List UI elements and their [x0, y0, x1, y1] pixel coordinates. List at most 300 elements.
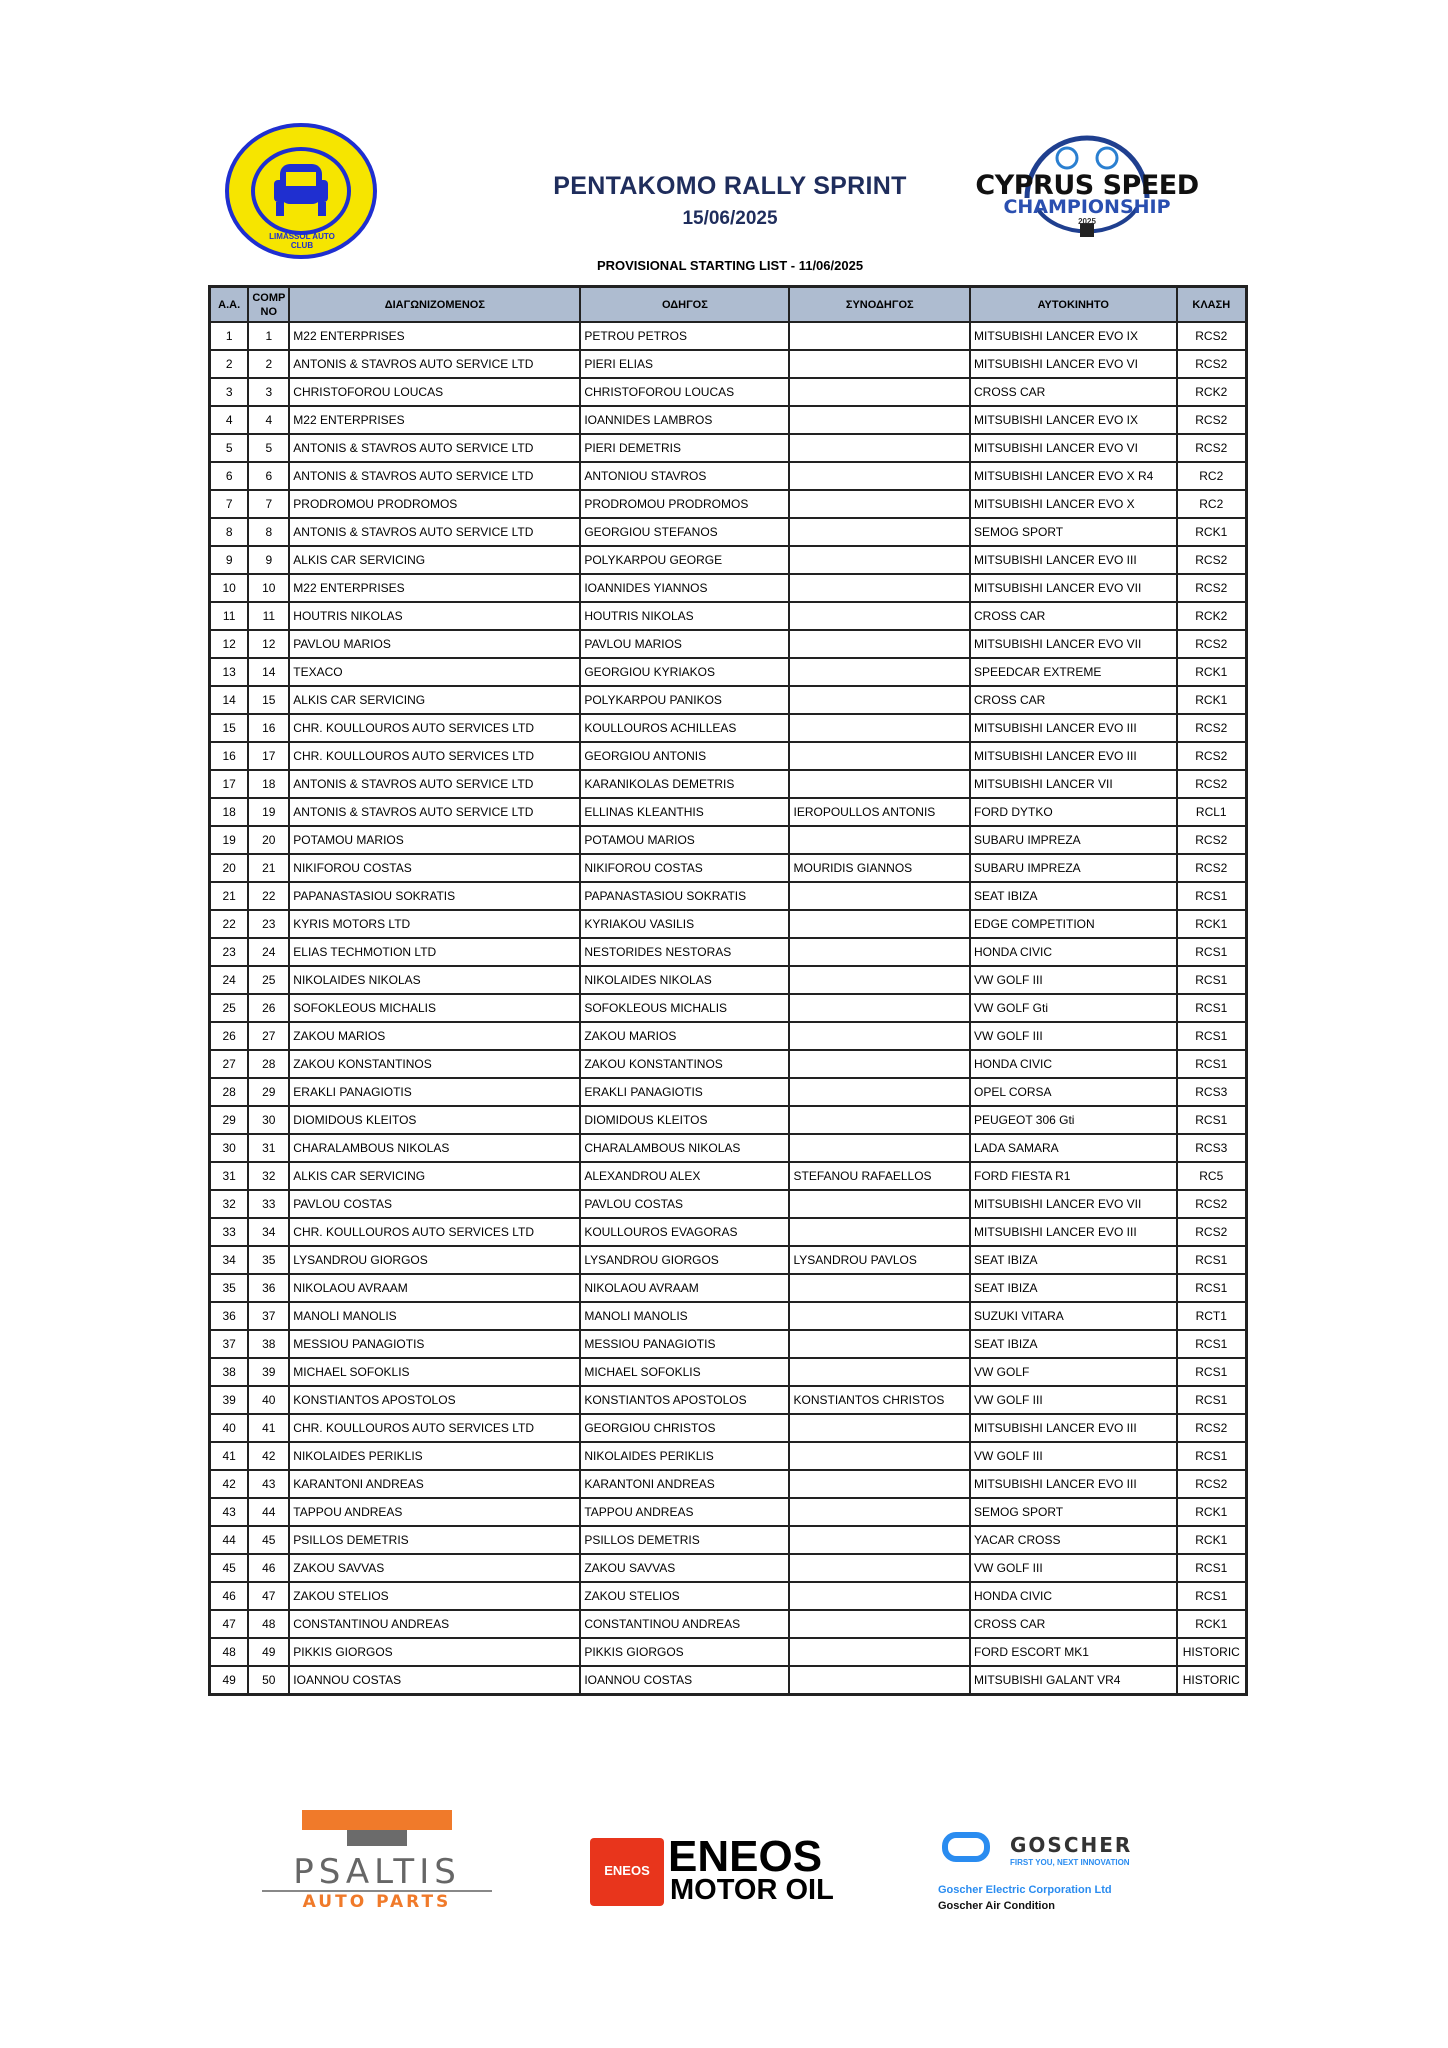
- cell-entrant: KARANTONI ANDREAS: [289, 1470, 580, 1498]
- cell-driver: CHRISTOFOROU LOUCAS: [580, 378, 789, 406]
- cell-driver: IOANNIDES YIANNOS: [580, 574, 789, 602]
- cell-entrant: ELIAS TECHMOTION LTD: [289, 938, 580, 966]
- list-subtitle: PROVISIONAL STARTING LIST - 11/06/2025: [596, 258, 864, 273]
- cell-car: SPEEDCAR EXTREME: [970, 658, 1177, 686]
- table-row: [210, 1554, 1247, 1582]
- table-row: [210, 742, 1247, 770]
- cell-car: SUZUKI VITARA: [970, 1302, 1177, 1330]
- cell-car: LADA SAMARA: [970, 1134, 1177, 1162]
- cell-codriver: [789, 1638, 970, 1666]
- cell-class: RCT1: [1177, 1302, 1247, 1330]
- cell-car: FORD ESCORT MK1: [970, 1638, 1177, 1666]
- cell-codriver: [789, 630, 970, 658]
- cell-class: RC2: [1177, 490, 1247, 518]
- cell-entrant: CHR. KOULLOUROS AUTO SERVICES LTD: [289, 742, 580, 770]
- cell-entrant: M22 ENTERPRISES: [289, 574, 580, 602]
- cell-aa: 31: [210, 1162, 249, 1190]
- cell-entrant: MESSIOU PANAGIOTIS: [289, 1330, 580, 1358]
- cell-comp-no: 9: [248, 546, 289, 574]
- table-row: [210, 462, 1247, 490]
- cell-entrant: MANOLI MANOLIS: [289, 1302, 580, 1330]
- table-row: [210, 546, 1247, 574]
- cell-aa: 18: [210, 798, 249, 826]
- cell-driver: KOULLOUROS EVAGORAS: [580, 1218, 789, 1246]
- cell-entrant: SOFOKLEOUS MICHALIS: [289, 994, 580, 1022]
- cell-aa: 39: [210, 1386, 249, 1414]
- eneos-motor-oil-logo: [590, 1832, 880, 1906]
- cell-class: RCS2: [1177, 854, 1247, 882]
- cell-entrant: CHR. KOULLOUROS AUTO SERVICES LTD: [289, 1218, 580, 1246]
- cell-car: SEAT IBIZA: [970, 1330, 1177, 1358]
- cell-driver: SOFOKLEOUS MICHALIS: [580, 994, 789, 1022]
- cell-class: RCS2: [1177, 770, 1247, 798]
- cell-aa: 7: [210, 490, 249, 518]
- cell-car: HONDA CIVIC: [970, 938, 1177, 966]
- cell-codriver: [789, 1526, 970, 1554]
- cell-aa: 30: [210, 1134, 249, 1162]
- cell-driver: IOANNIDES LAMBROS: [580, 406, 789, 434]
- cell-aa: 12: [210, 630, 249, 658]
- cell-driver: LYSANDROU GIORGOS: [580, 1246, 789, 1274]
- cell-driver: ZAKOU STELIOS: [580, 1582, 789, 1610]
- cell-aa: 15: [210, 714, 249, 742]
- cell-codriver: [789, 1274, 970, 1302]
- cell-codriver: [789, 714, 970, 742]
- cell-comp-no: 12: [248, 630, 289, 658]
- cell-entrant: CHRISTOFOROU LOUCAS: [289, 378, 580, 406]
- cell-codriver: [789, 1106, 970, 1134]
- cell-car: MITSUBISHI LANCER EVO III: [970, 546, 1177, 574]
- table-row: [210, 322, 1247, 350]
- cell-car: MITSUBISHI LANCER VII: [970, 770, 1177, 798]
- cell-car: CROSS CAR: [970, 602, 1177, 630]
- cell-car: CROSS CAR: [970, 378, 1177, 406]
- cell-codriver: [789, 1498, 970, 1526]
- cell-car: MITSUBISHI LANCER EVO III: [970, 1414, 1177, 1442]
- cell-entrant: ZAKOU MARIOS: [289, 1022, 580, 1050]
- cell-class: RCS1: [1177, 1022, 1247, 1050]
- cell-comp-no: 17: [248, 742, 289, 770]
- cell-codriver: [789, 546, 970, 574]
- cell-entrant: CHR. KOULLOUROS AUTO SERVICES LTD: [289, 714, 580, 742]
- cell-driver: PAPANASTASIOU SOKRATIS: [580, 882, 789, 910]
- cell-car: MITSUBISHI GALANT VR4: [970, 1666, 1177, 1695]
- cell-driver: NIKOLAOU AVRAAM: [580, 1274, 789, 1302]
- cell-driver: ALEXANDROU ALEX: [580, 1162, 789, 1190]
- cell-driver: KONSTIANTOS APOSTOLOS: [580, 1386, 789, 1414]
- cell-aa: 13: [210, 658, 249, 686]
- cell-comp-no: 24: [248, 938, 289, 966]
- cell-class: RCK1: [1177, 1610, 1247, 1638]
- cell-comp-no: 19: [248, 798, 289, 826]
- cell-class: RCS2: [1177, 546, 1247, 574]
- cell-aa: 43: [210, 1498, 249, 1526]
- goscher-company: Goscher Electric Corporation Ltd: [938, 1884, 1112, 1896]
- cell-aa: 14: [210, 686, 249, 714]
- cell-entrant: NIKOLAIDES NIKOLAS: [289, 966, 580, 994]
- cell-entrant: M22 ENTERPRISES: [289, 322, 580, 350]
- cell-aa: 48: [210, 1638, 249, 1666]
- cell-class: RCS2: [1177, 574, 1247, 602]
- cell-class: RCS1: [1177, 1554, 1247, 1582]
- cell-driver: NIKIFOROU COSTAS: [580, 854, 789, 882]
- table-row: [210, 882, 1247, 910]
- cell-driver: PETROU PETROS: [580, 322, 789, 350]
- cell-driver: ZAKOU MARIOS: [580, 1022, 789, 1050]
- cell-entrant: HOUTRIS NIKOLAS: [289, 602, 580, 630]
- event-title: PENTAKOMO RALLY SPRINT: [553, 172, 907, 200]
- cyprus-speed-championship-logo: [952, 128, 1222, 246]
- cell-codriver: [789, 1442, 970, 1470]
- cell-driver: PAVLOU COSTAS: [580, 1190, 789, 1218]
- table-row: [210, 1050, 1247, 1078]
- table-row: [210, 1638, 1247, 1666]
- cell-driver: GEORGIOU STEFANOS: [580, 518, 789, 546]
- cell-class: RC5: [1177, 1162, 1247, 1190]
- cell-driver: PIKKIS GIORGOS: [580, 1638, 789, 1666]
- cell-driver: KARANIKOLAS DEMETRIS: [580, 770, 789, 798]
- table-row: [210, 1218, 1247, 1246]
- cell-class: RCK1: [1177, 1526, 1247, 1554]
- cell-class: RCK1: [1177, 686, 1247, 714]
- table-row: [210, 574, 1247, 602]
- cell-driver: POLYKARPOU PANIKOS: [580, 686, 789, 714]
- cell-class: RCS3: [1177, 1078, 1247, 1106]
- cell-entrant: ANTONIS & STAVROS AUTO SERVICE LTD: [289, 798, 580, 826]
- cell-car: VW GOLF III: [970, 1022, 1177, 1050]
- cell-codriver: KONSTIANTOS CHRISTOS: [789, 1386, 970, 1414]
- cell-comp-no: 36: [248, 1274, 289, 1302]
- cell-entrant: PIKKIS GIORGOS: [289, 1638, 580, 1666]
- table-row: [210, 1386, 1247, 1414]
- cell-class: RCS2: [1177, 406, 1247, 434]
- cell-comp-no: 14: [248, 658, 289, 686]
- table-row: [210, 1246, 1247, 1274]
- table-row: [210, 910, 1247, 938]
- cell-driver: POLYKARPOU GEORGE: [580, 546, 789, 574]
- cell-driver: IOANNOU COSTAS: [580, 1666, 789, 1695]
- cell-aa: 35: [210, 1274, 249, 1302]
- championship-year: 2025: [1078, 217, 1096, 226]
- cell-comp-no: 45: [248, 1526, 289, 1554]
- table-row: [210, 1442, 1247, 1470]
- cell-driver: NIKOLAIDES NIKOLAS: [580, 966, 789, 994]
- cell-entrant: M22 ENTERPRISES: [289, 406, 580, 434]
- table-row: [210, 630, 1247, 658]
- cell-codriver: MOURIDIS GIANNOS: [789, 854, 970, 882]
- cell-class: RCS1: [1177, 1106, 1247, 1134]
- cell-codriver: [789, 1470, 970, 1498]
- cell-class: RCK2: [1177, 378, 1247, 406]
- table-row: [210, 1526, 1247, 1554]
- cell-class: RCK1: [1177, 1498, 1247, 1526]
- cell-class: RCS2: [1177, 1470, 1247, 1498]
- cell-car: MITSUBISHI LANCER EVO VII: [970, 630, 1177, 658]
- cell-comp-no: 11: [248, 602, 289, 630]
- table-row: [210, 602, 1247, 630]
- cell-class: HISTORIC: [1177, 1638, 1247, 1666]
- cell-codriver: [789, 1050, 970, 1078]
- cell-driver: PIERI DEMETRIS: [580, 434, 789, 462]
- cell-aa: 26: [210, 1022, 249, 1050]
- cell-codriver: [789, 1302, 970, 1330]
- cell-entrant: PAVLOU MARIOS: [289, 630, 580, 658]
- cell-class: RCS2: [1177, 742, 1247, 770]
- psaltis-auto-parts-logo: [262, 1808, 492, 1912]
- cell-codriver: [789, 1078, 970, 1106]
- cell-car: MITSUBISHI LANCER EVO VI: [970, 434, 1177, 462]
- cell-comp-no: 32: [248, 1162, 289, 1190]
- cell-class: RCS2: [1177, 434, 1247, 462]
- cell-driver: MANOLI MANOLIS: [580, 1302, 789, 1330]
- cell-comp-no: 39: [248, 1358, 289, 1386]
- cell-driver: CHARALAMBOUS NIKOLAS: [580, 1134, 789, 1162]
- cell-class: RCS3: [1177, 1134, 1247, 1162]
- table-header-row: [210, 287, 1247, 323]
- cell-class: RCS1: [1177, 1358, 1247, 1386]
- cell-class: RCS2: [1177, 630, 1247, 658]
- cell-entrant: CONSTANTINOU ANDREAS: [289, 1610, 580, 1638]
- cell-comp-no: 3: [248, 378, 289, 406]
- table-row: [210, 1330, 1247, 1358]
- cell-driver: KYRIAKOU VASILIS: [580, 910, 789, 938]
- cell-class: RCS1: [1177, 1246, 1247, 1274]
- cell-entrant: NIKOLAOU AVRAAM: [289, 1274, 580, 1302]
- cell-codriver: [789, 658, 970, 686]
- cell-class: RCS2: [1177, 350, 1247, 378]
- cell-class: RCS2: [1177, 1414, 1247, 1442]
- cell-car: MITSUBISHI LANCER EVO IX: [970, 406, 1177, 434]
- table-row: [210, 658, 1247, 686]
- table-row: [210, 826, 1247, 854]
- cell-codriver: [789, 742, 970, 770]
- cell-codriver: LYSANDROU PAVLOS: [789, 1246, 970, 1274]
- cell-driver: ANTONIOU STAVROS: [580, 462, 789, 490]
- eneos-badge: [590, 1838, 664, 1906]
- cell-comp-no: 20: [248, 826, 289, 854]
- cell-car: VW GOLF III: [970, 1386, 1177, 1414]
- cyprus-speed-text: CYPRUS SPEED: [975, 170, 1199, 201]
- cell-comp-no: 5: [248, 434, 289, 462]
- cell-entrant: ALKIS CAR SERVICING: [289, 546, 580, 574]
- cell-codriver: IEROPOULLOS ANTONIS: [789, 798, 970, 826]
- cell-codriver: [789, 966, 970, 994]
- cell-class: RCS2: [1177, 1218, 1247, 1246]
- cell-comp-no: 26: [248, 994, 289, 1022]
- cell-aa: 45: [210, 1554, 249, 1582]
- cell-entrant: LYSANDROU GIORGOS: [289, 1246, 580, 1274]
- cell-car: CROSS CAR: [970, 686, 1177, 714]
- cell-driver: ZAKOU SAVVAS: [580, 1554, 789, 1582]
- table-row: [210, 1358, 1247, 1386]
- cell-entrant: PRODROMOU PRODROMOS: [289, 490, 580, 518]
- cell-comp-no: 43: [248, 1470, 289, 1498]
- cell-aa: 21: [210, 882, 249, 910]
- cell-codriver: [789, 490, 970, 518]
- cell-aa: 37: [210, 1330, 249, 1358]
- cell-car: MITSUBISHI LANCER EVO X: [970, 490, 1177, 518]
- table-row: [210, 770, 1247, 798]
- table-row: [210, 714, 1247, 742]
- table-row: [210, 966, 1247, 994]
- cell-driver: POTAMOU MARIOS: [580, 826, 789, 854]
- cell-codriver: [789, 1022, 970, 1050]
- table-row: [210, 1498, 1247, 1526]
- cell-entrant: CHR. KOULLOUROS AUTO SERVICES LTD: [289, 1414, 580, 1442]
- cell-entrant: ZAKOU STELIOS: [289, 1582, 580, 1610]
- cell-aa: 27: [210, 1050, 249, 1078]
- cell-comp-no: 22: [248, 882, 289, 910]
- event-date: 15/06/2025: [682, 208, 778, 229]
- cell-comp-no: 40: [248, 1386, 289, 1414]
- starting-list-table: [208, 285, 1248, 1696]
- cell-comp-no: 30: [248, 1106, 289, 1134]
- cell-codriver: [789, 350, 970, 378]
- table-row: [210, 938, 1247, 966]
- table-row: [210, 1106, 1247, 1134]
- table-row: [210, 1302, 1247, 1330]
- cell-entrant: NIKOLAIDES PERIKLIS: [289, 1442, 580, 1470]
- cell-class: RCS1: [1177, 1050, 1247, 1078]
- cell-aa: 4: [210, 406, 249, 434]
- cell-codriver: [789, 1610, 970, 1638]
- cell-comp-no: 33: [248, 1190, 289, 1218]
- cell-class: RCS2: [1177, 322, 1247, 350]
- cell-aa: 33: [210, 1218, 249, 1246]
- cell-car: YACAR CROSS: [970, 1526, 1177, 1554]
- cell-comp-no: 38: [248, 1330, 289, 1358]
- cell-car: SUBARU IMPREZA: [970, 854, 1177, 882]
- cell-codriver: [789, 406, 970, 434]
- cell-codriver: [789, 882, 970, 910]
- cell-car: SUBARU IMPREZA: [970, 826, 1177, 854]
- cell-driver: CONSTANTINOU ANDREAS: [580, 1610, 789, 1638]
- cell-aa: 36: [210, 1302, 249, 1330]
- cell-class: RC2: [1177, 462, 1247, 490]
- cell-codriver: [789, 518, 970, 546]
- goscher-tagline: FIRST YOU, NEXT INNOVATION: [1010, 1858, 1130, 1867]
- cell-car: EDGE COMPETITION: [970, 910, 1177, 938]
- cell-entrant: KYRIS MOTORS LTD: [289, 910, 580, 938]
- cell-comp-no: 37: [248, 1302, 289, 1330]
- cell-class: RCK1: [1177, 518, 1247, 546]
- table-row: [210, 1666, 1247, 1695]
- cell-comp-no: 8: [248, 518, 289, 546]
- cell-codriver: [789, 994, 970, 1022]
- table-row: [210, 350, 1247, 378]
- cell-car: SEAT IBIZA: [970, 1274, 1177, 1302]
- cell-codriver: [789, 322, 970, 350]
- cell-class: RCS1: [1177, 1386, 1247, 1414]
- cell-codriver: [789, 770, 970, 798]
- cell-entrant: NIKIFOROU COSTAS: [289, 854, 580, 882]
- cell-codriver: [789, 434, 970, 462]
- column-header-car: ΑΥΤΟΚΙΝΗΤΟ: [970, 287, 1177, 323]
- cell-driver: PIERI ELIAS: [580, 350, 789, 378]
- cell-comp-no: 49: [248, 1638, 289, 1666]
- cell-entrant: ANTONIS & STAVROS AUTO SERVICE LTD: [289, 518, 580, 546]
- cell-comp-no: 28: [248, 1050, 289, 1078]
- table-row: [210, 1134, 1247, 1162]
- cell-codriver: [789, 1358, 970, 1386]
- cell-comp-no: 6: [248, 462, 289, 490]
- cell-car: VW GOLF Gti: [970, 994, 1177, 1022]
- cell-aa: 16: [210, 742, 249, 770]
- table-row: [210, 518, 1247, 546]
- cell-car: OPEL CORSA: [970, 1078, 1177, 1106]
- cell-comp-no: 23: [248, 910, 289, 938]
- cell-aa: 44: [210, 1526, 249, 1554]
- cell-class: RCS1: [1177, 1582, 1247, 1610]
- championship-text: CHAMPIONSHIP: [1003, 196, 1171, 218]
- cell-codriver: [789, 574, 970, 602]
- cell-car: MITSUBISHI LANCER EVO III: [970, 1218, 1177, 1246]
- table-row: [210, 1470, 1247, 1498]
- cell-codriver: [789, 1330, 970, 1358]
- table-row: [210, 1022, 1247, 1050]
- cell-car: FORD FIESTA R1: [970, 1162, 1177, 1190]
- cell-car: HONDA CIVIC: [970, 1582, 1177, 1610]
- cell-car: SEMOG SPORT: [970, 1498, 1177, 1526]
- cell-comp-no: 4: [248, 406, 289, 434]
- cell-comp-no: 46: [248, 1554, 289, 1582]
- cell-codriver: [789, 826, 970, 854]
- cell-codriver: [789, 1666, 970, 1695]
- cell-entrant: ZAKOU KONSTANTINOS: [289, 1050, 580, 1078]
- cell-aa: 40: [210, 1414, 249, 1442]
- cell-aa: 22: [210, 910, 249, 938]
- cell-entrant: DIOMIDOUS KLEITOS: [289, 1106, 580, 1134]
- cell-comp-no: 27: [248, 1022, 289, 1050]
- cell-comp-no: 31: [248, 1134, 289, 1162]
- cell-comp-no: 25: [248, 966, 289, 994]
- cell-driver: GEORGIOU KYRIAKOS: [580, 658, 789, 686]
- cell-codriver: [789, 1554, 970, 1582]
- cell-car: VW GOLF: [970, 1358, 1177, 1386]
- cell-driver: MICHAEL SOFOKLIS: [580, 1358, 789, 1386]
- cell-aa: 3: [210, 378, 249, 406]
- cell-comp-no: 34: [248, 1218, 289, 1246]
- cell-driver: PAVLOU MARIOS: [580, 630, 789, 658]
- cell-aa: 42: [210, 1470, 249, 1498]
- cell-comp-no: 7: [248, 490, 289, 518]
- cell-class: RCL1: [1177, 798, 1247, 826]
- table-row: [210, 1190, 1247, 1218]
- goscher-division: Goscher Air Condition: [938, 1900, 1055, 1912]
- cell-aa: 25: [210, 994, 249, 1022]
- cell-class: RCS2: [1177, 1190, 1247, 1218]
- cell-class: RCS1: [1177, 1442, 1247, 1470]
- cell-comp-no: 47: [248, 1582, 289, 1610]
- cell-entrant: ANTONIS & STAVROS AUTO SERVICE LTD: [289, 350, 580, 378]
- cell-codriver: [789, 1582, 970, 1610]
- table-row: [210, 490, 1247, 518]
- cell-car: SEMOG SPORT: [970, 518, 1177, 546]
- cell-car: SEAT IBIZA: [970, 1246, 1177, 1274]
- goscher-logo: [938, 1828, 1198, 1918]
- cell-codriver: [789, 1414, 970, 1442]
- cell-entrant: TEXACO: [289, 658, 580, 686]
- cell-aa: 1: [210, 322, 249, 350]
- cell-driver: GEORGIOU CHRISTOS: [580, 1414, 789, 1442]
- cell-comp-no: 48: [248, 1610, 289, 1638]
- cell-entrant: IOANNOU COSTAS: [289, 1666, 580, 1695]
- cell-car: HONDA CIVIC: [970, 1050, 1177, 1078]
- cell-entrant: ANTONIS & STAVROS AUTO SERVICE LTD: [289, 770, 580, 798]
- cell-driver: HOUTRIS NIKOLAS: [580, 602, 789, 630]
- cell-car: MITSUBISHI LANCER EVO VI: [970, 350, 1177, 378]
- cell-aa: 46: [210, 1582, 249, 1610]
